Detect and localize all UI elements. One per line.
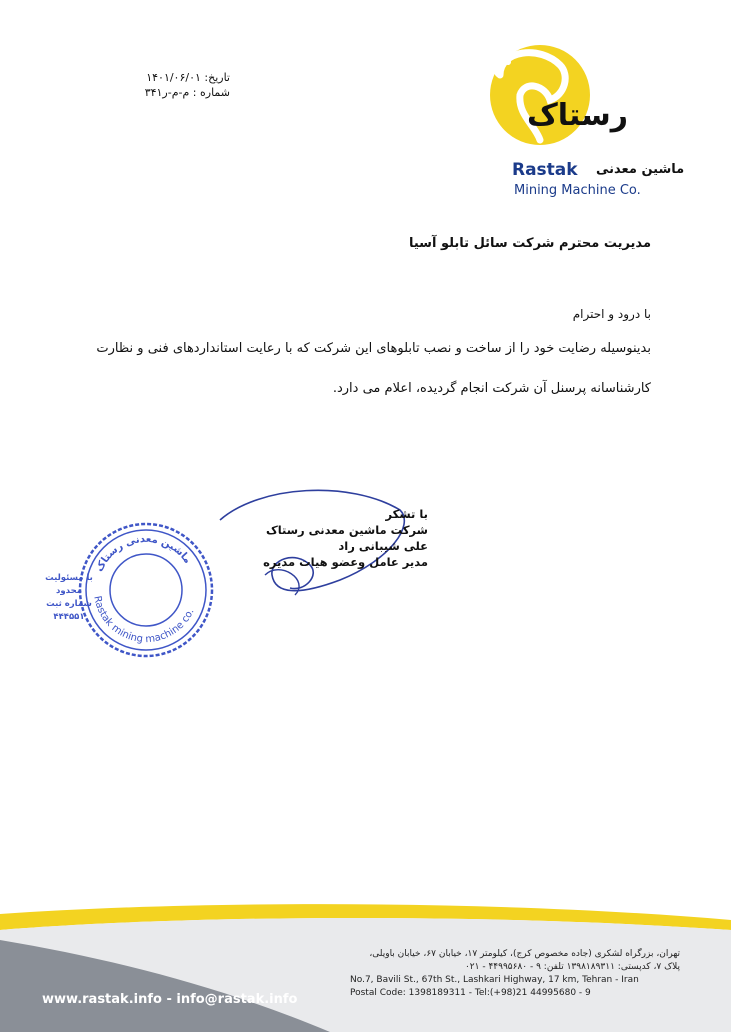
letter-body-line-1: بدینوسیله رضایت خود را از ساخت و نصب تابلوهای این شرکت که با رعایت استانداردهای فنی و نظارت (96, 341, 651, 356)
footer-address (350, 948, 680, 1000)
stamp-line-3: ۴۴۴۵۵۱ (53, 612, 85, 622)
letter-recipient: مدیریت محترم شرکت سائل تابلو آسیا (408, 236, 651, 251)
stamp-line-1: با مسئولیت محدود (45, 573, 93, 596)
signature-thanks: با تشکر (385, 507, 428, 521)
stamp-ring-fa: ماشین معدنی رستاک (94, 533, 193, 574)
letter-date: تاریخ: ۱۴۰۱/۰۶/۰۱ (146, 71, 230, 84)
stamp-inner-text (40, 572, 98, 624)
logo-subtitle-fa: ماشین معدنی (596, 162, 685, 177)
footer-plate-fa: پلاک ۷، کدپستی: ۱۳۹۸۱۸۹۳۱۱ تلفن: ۹ - ۴۴۹۹۵۶۸۰ - ۰۲۱ (464, 962, 680, 972)
logo-name-fa: رستاک (526, 98, 628, 133)
signature-block (263, 506, 428, 570)
letter-body-line-2: کارشناسانه پرسنل آن شرکت انجام گردیده، اعلام می دارد. (332, 381, 651, 396)
stamp-line-2: شماره ثبت (46, 599, 92, 609)
letter-number: شماره : م-م-ر۳۴۱ (144, 86, 230, 99)
signature-person: علی شیبانی راد (338, 539, 428, 553)
signature-title: مدیر عامل وعضو هیات مدیره (263, 555, 428, 569)
footer-address-en: No.7, Bavili St., 67th St., Lashkari Highway, 17 km, Tehran - Iran (350, 975, 639, 985)
footer-website-link[interactable]: www.rastak.info - info@rastak.info (42, 992, 298, 1007)
footer-address-fa: تهران، بزرگراه لشکری (جاده مخصوص کرج)، کیلومتر ۱۷، خیابان ۶۷، خیابان باویلی، (369, 949, 680, 959)
stamp-ring-en: Rastak mining machine co. (91, 595, 197, 646)
letter-meta (118, 70, 230, 100)
letter-greeting: با درود و احترام (572, 307, 651, 321)
signature-company: شرکت ماشین معدنی رستاک (265, 523, 428, 537)
footer-postal-en: Postal Code: 1398189311 - Tel:(+98)21 44995680 - 9 (350, 988, 591, 998)
logo-subtitle-en: Mining Machine Co. (514, 183, 641, 198)
company-logo (470, 40, 685, 198)
logo-name-en: Rastak (512, 160, 578, 180)
